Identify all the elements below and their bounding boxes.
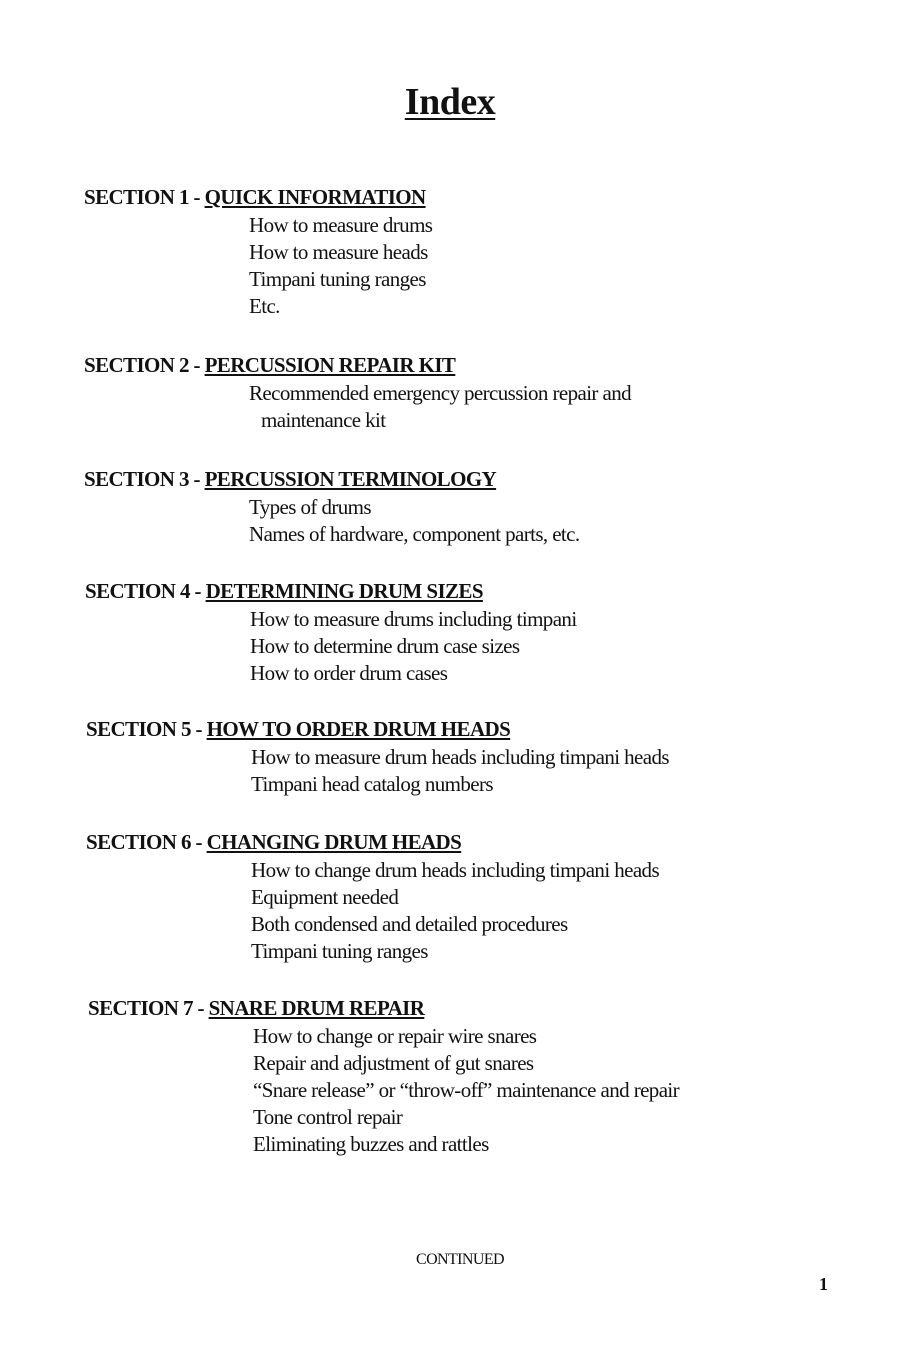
section-prefix: SECTION 1 - xyxy=(84,185,205,209)
page-number: 1 xyxy=(819,1274,828,1294)
section-prefix: SECTION 4 - xyxy=(85,579,206,603)
section-prefix: SECTION 2 - xyxy=(84,353,205,377)
section-heading xyxy=(84,466,864,492)
continued-label: CONTINUED xyxy=(416,1251,504,1268)
section-items xyxy=(250,606,865,687)
list-item: Names of hardware, component parts, etc. xyxy=(249,522,580,546)
list-item: “Snare release” or “throw-off” maintenance and repair xyxy=(253,1078,680,1102)
section-name: DETERMINING DRUM SIZES xyxy=(205,579,483,603)
list-item: Repair and adjustment of gut snares xyxy=(253,1051,534,1075)
list-item: Recommended emergency percussion repair and xyxy=(249,381,631,405)
section-prefix: SECTION 3 - xyxy=(84,467,205,491)
list-item: Etc. xyxy=(249,294,280,318)
section-6 xyxy=(86,829,866,965)
section-heading xyxy=(86,829,866,855)
section-items xyxy=(251,744,866,798)
section-4 xyxy=(85,578,865,687)
section-items xyxy=(249,212,864,320)
section-5 xyxy=(86,716,866,798)
list-item: How to measure drum heads including timpani heads xyxy=(251,745,669,769)
list-item: How to order drum cases xyxy=(250,661,448,685)
list-item: How to determine drum case sizes xyxy=(250,634,520,658)
list-item: How to measure drums including timpani xyxy=(250,607,577,631)
section-items xyxy=(249,380,864,434)
section-prefix: SECTION 5 - xyxy=(86,717,207,741)
section-heading xyxy=(84,184,864,210)
list-item: Eliminating buzzes and rattles xyxy=(253,1132,489,1156)
section-3 xyxy=(84,466,864,548)
list-item xyxy=(249,407,864,434)
section-items xyxy=(249,494,864,548)
list-item: Timpani tuning ranges xyxy=(249,267,426,291)
section-heading xyxy=(88,995,868,1021)
section-heading xyxy=(84,352,864,378)
section-name: SNARE DRUM REPAIR xyxy=(208,996,425,1020)
section-2 xyxy=(84,352,864,434)
list-item: Tone control repair xyxy=(253,1105,403,1129)
section-name: CHANGING DRUM HEADS xyxy=(206,830,462,854)
list-item-continuation: maintenance kit xyxy=(261,408,386,432)
section-name: PERCUSSION TERMINOLOGY xyxy=(204,467,497,491)
section-items xyxy=(253,1023,868,1158)
section-name: HOW TO ORDER DRUM HEADS xyxy=(206,717,511,741)
section-name: PERCUSSION REPAIR KIT xyxy=(204,353,456,377)
list-item: Types of drums xyxy=(249,495,371,519)
section-prefix: SECTION 6 - xyxy=(86,830,207,854)
section-1 xyxy=(84,184,864,320)
list-item: How to change or repair wire snares xyxy=(253,1024,537,1048)
list-item: Timpani head catalog numbers xyxy=(251,772,493,796)
list-item: How to measure heads xyxy=(249,240,428,264)
section-name: QUICK INFORMATION xyxy=(204,185,426,209)
section-7 xyxy=(88,995,868,1158)
section-prefix: SECTION 7 - xyxy=(88,996,209,1020)
section-heading xyxy=(86,716,866,742)
list-item: Equipment needed xyxy=(251,885,399,909)
list-item: Timpani tuning ranges xyxy=(251,939,428,963)
section-items xyxy=(251,857,866,965)
page-title: Index xyxy=(404,81,496,123)
list-item: How to measure drums xyxy=(249,213,433,237)
list-item: Both condensed and detailed procedures xyxy=(251,912,568,936)
section-heading xyxy=(85,578,865,604)
list-item: How to change drum heads including timpani heads xyxy=(251,858,660,882)
